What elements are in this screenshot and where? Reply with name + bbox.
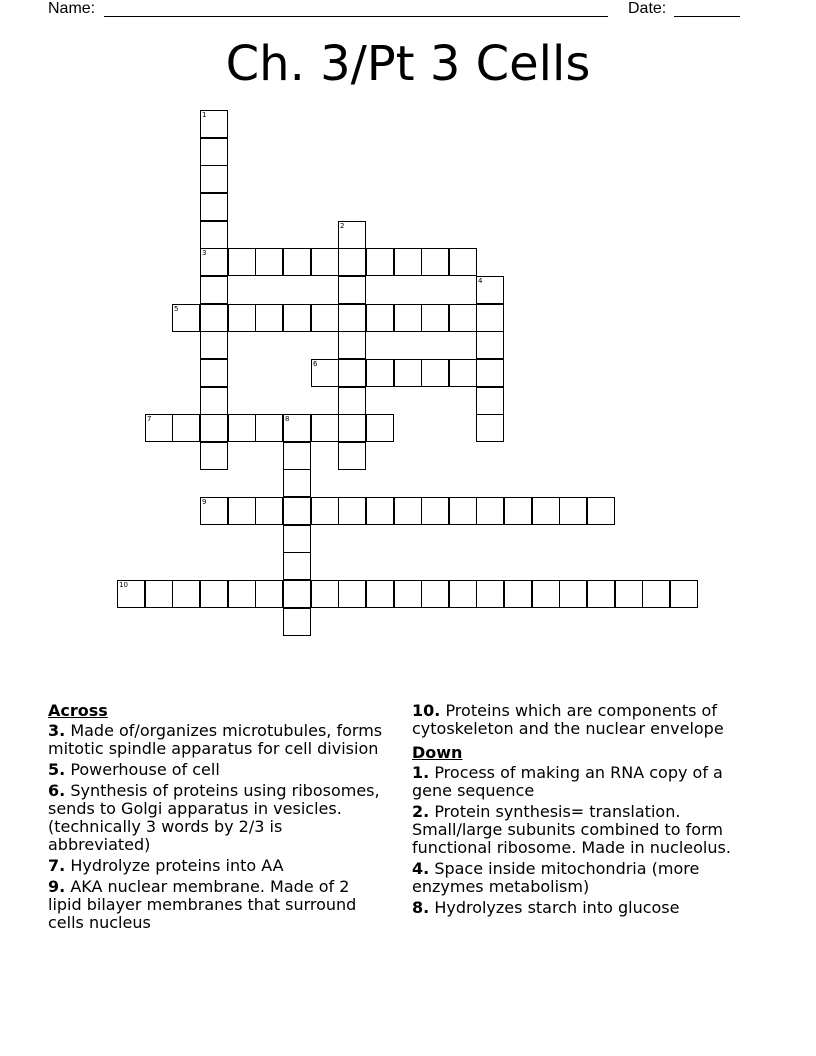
crossword-cell[interactable]	[476, 331, 504, 359]
crossword-cell[interactable]	[421, 359, 449, 387]
crossword-cell[interactable]	[311, 359, 339, 387]
crossword-cell[interactable]	[172, 414, 200, 442]
crossword-cell[interactable]	[200, 442, 228, 470]
page-title: Ch. 3/Pt 3 Cells	[225, 36, 591, 92]
crossword-cell[interactable]	[338, 359, 366, 387]
crossword-cell[interactable]	[255, 580, 283, 608]
crossword-cell[interactable]	[587, 497, 615, 525]
crossword-cell[interactable]	[615, 580, 643, 608]
crossword-cell[interactable]	[283, 304, 311, 332]
crossword-cell[interactable]	[200, 359, 228, 387]
crossword-cell[interactable]	[559, 580, 587, 608]
crossword-cell[interactable]	[338, 387, 366, 415]
clue-number: 6.	[48, 781, 66, 800]
crossword-cell[interactable]	[200, 497, 228, 525]
clue-number-label: 3	[202, 249, 207, 257]
clue-number-label: 8	[285, 415, 290, 423]
crossword-cell[interactable]	[476, 497, 504, 525]
crossword-cell[interactable]	[228, 304, 256, 332]
crossword-cell[interactable]	[559, 497, 587, 525]
across-clue-3	[48, 722, 388, 758]
crossword-cell[interactable]	[200, 304, 228, 332]
across-clue-9	[48, 878, 388, 932]
crossword-cell[interactable]	[228, 497, 256, 525]
crossword-cell[interactable]	[338, 442, 366, 470]
crossword-cell[interactable]	[311, 497, 339, 525]
clue-number-label: 7	[147, 415, 152, 423]
crossword-cell[interactable]	[366, 497, 394, 525]
crossword-cell[interactable]	[476, 387, 504, 415]
crossword-cell[interactable]	[283, 442, 311, 470]
crossword-cell[interactable]	[338, 331, 366, 359]
across-clue-10	[412, 702, 757, 738]
clues-left-column	[48, 702, 388, 935]
across-clue-7	[48, 857, 388, 875]
crossword-cell[interactable]	[117, 580, 145, 608]
clue-number: 4.	[412, 859, 430, 878]
crossword-cell[interactable]	[200, 331, 228, 359]
crossword-cell[interactable]	[394, 497, 422, 525]
clue-text: Hydrolyzes starch into glucose	[434, 898, 680, 917]
crossword-cell[interactable]	[200, 414, 228, 442]
crossword-cell[interactable]	[532, 580, 560, 608]
across-clue-6	[48, 782, 388, 854]
clue-text: AKA nuclear membrane. Made of 2 lipid bilayer membranes that surround cells nucleus	[48, 877, 357, 932]
clue-number-label: 9	[202, 498, 207, 506]
crossword-cell[interactable]	[338, 221, 366, 249]
crossword-cell[interactable]	[338, 580, 366, 608]
clue-number: 2.	[412, 802, 430, 821]
crossword-cell[interactable]	[642, 580, 670, 608]
crossword-cell[interactable]	[421, 497, 449, 525]
crossword-cell[interactable]	[394, 304, 422, 332]
crossword-cell[interactable]	[366, 359, 394, 387]
crossword-cell[interactable]	[366, 580, 394, 608]
crossword-cell[interactable]	[283, 414, 311, 442]
crossword-cell[interactable]	[145, 414, 173, 442]
clue-number: 8.	[412, 898, 430, 917]
crossword-cell[interactable]	[504, 497, 532, 525]
crossword-cell[interactable]	[172, 304, 200, 332]
crossword-cell[interactable]	[172, 580, 200, 608]
crossword-cell[interactable]	[338, 414, 366, 442]
clue-number-label: 2	[340, 222, 345, 230]
crossword-cell[interactable]	[366, 414, 394, 442]
crossword-cell[interactable]	[228, 580, 256, 608]
crossword-cell[interactable]	[200, 580, 228, 608]
crossword-cell[interactable]	[283, 525, 311, 553]
name-label: Name:	[48, 0, 96, 17]
crossword-cell[interactable]	[228, 414, 256, 442]
down-clue-1	[412, 764, 757, 800]
crossword-cell[interactable]	[670, 580, 698, 608]
crossword-cell[interactable]	[449, 497, 477, 525]
crossword-cell[interactable]	[476, 304, 504, 332]
crossword-cell[interactable]	[283, 608, 311, 636]
crossword-cell[interactable]	[449, 304, 477, 332]
crossword-cell[interactable]	[338, 497, 366, 525]
crossword-cell[interactable]	[311, 304, 339, 332]
crossword-cell[interactable]	[421, 304, 449, 332]
crossword-cell[interactable]	[200, 138, 228, 166]
clue-number: 7.	[48, 856, 66, 875]
clue-number: 3.	[48, 721, 66, 740]
crossword-cell[interactable]	[449, 580, 477, 608]
crossword-cell[interactable]	[255, 497, 283, 525]
crossword-cell[interactable]	[200, 165, 228, 193]
date-label: Date:	[628, 0, 667, 17]
clue-text: Proteins which are components of cytoskeleton and the nuclear envelope	[412, 701, 724, 738]
crossword-cell[interactable]	[587, 580, 615, 608]
crossword-cell[interactable]	[283, 497, 311, 525]
crossword-cell[interactable]	[394, 580, 422, 608]
clue-number-label: 10	[119, 581, 128, 589]
crossword-cell[interactable]	[283, 552, 311, 580]
clue-text: Process of making an RNA copy of a gene sequence	[412, 763, 723, 800]
clue-number-label: 4	[478, 277, 483, 285]
crossword-cell[interactable]	[476, 359, 504, 387]
crossword-cell[interactable]	[338, 276, 366, 304]
crossword-cell[interactable]	[200, 387, 228, 415]
crossword-cell[interactable]	[366, 248, 394, 276]
clue-text: Hydrolyze proteins into AA	[70, 856, 284, 875]
crossword-cell[interactable]	[200, 221, 228, 249]
crossword-cell[interactable]	[504, 580, 532, 608]
clue-number: 1.	[412, 763, 430, 782]
clue-text: Protein synthesis= translation. Small/large subunits combined to form functional ribosome. Made in nucleolus.	[412, 802, 731, 857]
crossword-cell[interactable]	[311, 580, 339, 608]
crossword-cell[interactable]	[200, 276, 228, 304]
crossword-cell[interactable]	[311, 248, 339, 276]
crossword-cell[interactable]	[200, 193, 228, 221]
crossword-cell[interactable]	[145, 580, 173, 608]
crossword-cell[interactable]	[338, 304, 366, 332]
clue-number-label: 6	[313, 360, 318, 368]
crossword-cell[interactable]	[394, 359, 422, 387]
across-heading: Across	[48, 701, 108, 720]
clue-text: Powerhouse of cell	[70, 760, 220, 779]
crossword-cell[interactable]	[200, 248, 228, 276]
crossword-cell[interactable]	[421, 248, 449, 276]
down-clue-4	[412, 860, 757, 896]
crossword-cell[interactable]	[255, 304, 283, 332]
crossword-cell[interactable]	[449, 248, 477, 276]
crossword-cell[interactable]	[421, 580, 449, 608]
crossword-cell[interactable]	[283, 469, 311, 497]
down-clue-2	[412, 803, 757, 857]
clue-text: Made of/organizes microtubules, forms mitotic spindle apparatus for cell division	[48, 721, 383, 758]
crossword-cell[interactable]	[449, 359, 477, 387]
clue-number-label: 5	[174, 305, 179, 313]
crossword-cell[interactable]	[476, 414, 504, 442]
crossword-cell[interactable]	[366, 304, 394, 332]
crossword-cell[interactable]	[255, 248, 283, 276]
crossword-cell[interactable]	[394, 248, 422, 276]
clue-number: 5.	[48, 760, 66, 779]
clue-number: 9.	[48, 877, 66, 896]
clue-number-label: 1	[202, 111, 207, 119]
clue-number: 10.	[412, 701, 441, 720]
clue-text: Synthesis of proteins using ribosomes, sends to Golgi apparatus in vesicles. (technically 3 words by 2/3 is abbreviated)	[48, 781, 380, 854]
crossword-cell[interactable]	[255, 414, 283, 442]
crossword-cell[interactable]	[283, 248, 311, 276]
crossword-cell[interactable]	[283, 580, 311, 608]
clues-right-column	[412, 702, 757, 920]
crossword-cell[interactable]	[200, 110, 228, 138]
crossword-cell[interactable]	[476, 580, 504, 608]
clue-text: Space inside mitochondria (more enzymes metabolism)	[412, 859, 700, 896]
crossword-cell[interactable]	[338, 248, 366, 276]
across-clue-5	[48, 761, 388, 779]
down-heading: Down	[412, 743, 463, 762]
crossword-cell[interactable]	[476, 276, 504, 304]
crossword-cell[interactable]	[311, 414, 339, 442]
down-clue-8	[412, 899, 757, 917]
crossword-cell[interactable]	[228, 248, 256, 276]
crossword-cell[interactable]	[532, 497, 560, 525]
